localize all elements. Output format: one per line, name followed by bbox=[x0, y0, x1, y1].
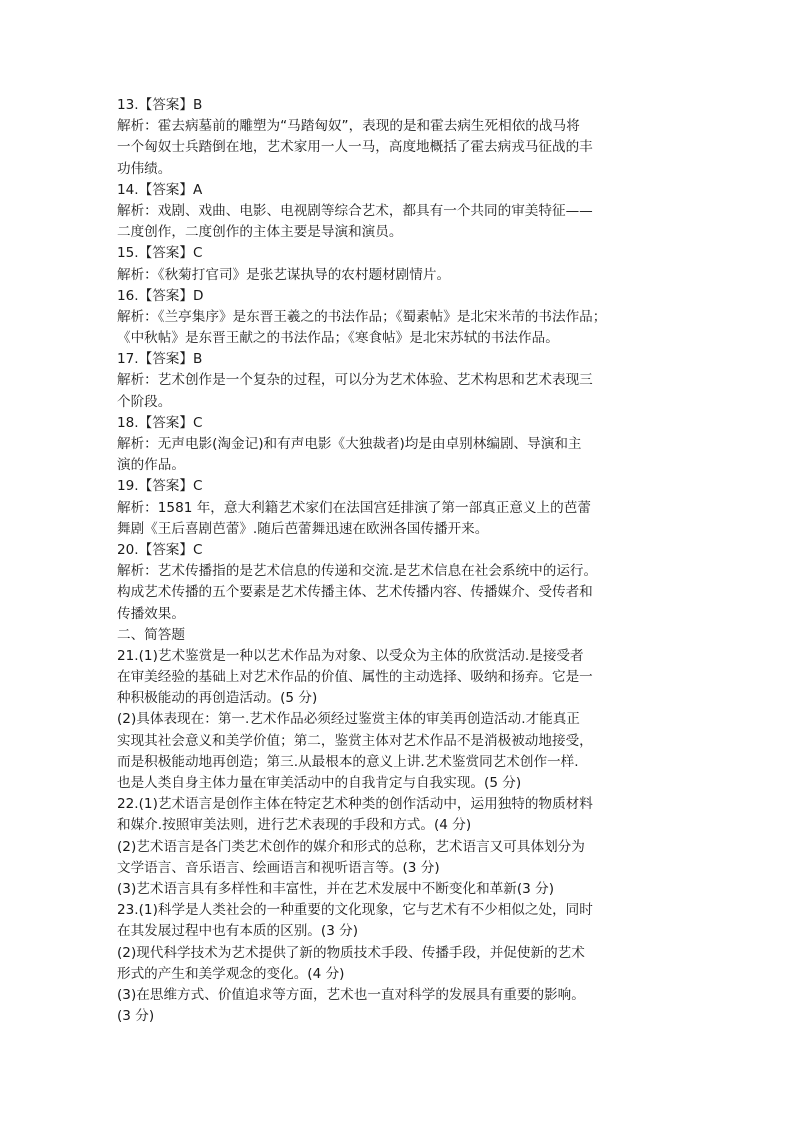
text-line: 解析：戏剧、戏曲、电影、电视剧等综合艺术，都具有一个共同的审美特征—— bbox=[117, 202, 593, 219]
text-line: 19.【答案】C bbox=[117, 478, 203, 495]
text-line: 传播效果。 bbox=[117, 605, 185, 622]
text-line: 解析：1581 年，意大利籍艺术家们在法国宫廷排演了第一部真正意义上的芭蕾 bbox=[117, 499, 591, 516]
text-line: 二、简答题 bbox=[117, 626, 185, 643]
text-line: 解析：艺术传播指的是艺术信息的传递和交流.是艺术信息在社会系统中的运行。 bbox=[117, 563, 598, 580]
text-line: 20.【答案】C bbox=[117, 541, 203, 558]
text-line: (3)艺术语言具有多样性和丰富性，并在艺术发展中不断变化和革新(3 分) bbox=[117, 880, 555, 897]
text-line: 17.【答案】B bbox=[117, 351, 203, 368]
text-line: 而是积极能动地再创造；第三.从最根本的意义上讲.艺术鉴赏同艺术创作一样. bbox=[117, 753, 579, 770]
text-line: 也是人类自身主体力量在审美活动中的自我肯定与自我实现。(5 分) bbox=[117, 775, 522, 791]
text-line: 18.【答案】C bbox=[117, 414, 203, 431]
text-line: 《中秋帖》是东晋王献之的书法作品；《寒食帖》是北宋苏轼的书法作品。 bbox=[117, 330, 559, 347]
text-line: 22.(1)艺术语言是创作主体在特定艺术种类的创作活动中，运用独特的物质材料 bbox=[117, 796, 593, 813]
text-line: 实现其社会意义和美学价值；第二，鉴赏主体对艺术作品不是消极被动地接受， bbox=[117, 732, 593, 749]
text-line: 15.【答案】C bbox=[117, 245, 203, 262]
text-line: 21.(1)艺术鉴赏是一种以艺术作品为对象、以受众为主体的欣赏活动.是接受者 bbox=[117, 647, 584, 664]
text-line: 和媒介.按照审美法则，进行艺术表现的手段和方式。(4 分) bbox=[117, 817, 472, 834]
answer-text-body bbox=[117, 95, 645, 1027]
text-line: 解析：《秋菊打官司》是张艺谋执导的农村题材剧情片。 bbox=[117, 266, 451, 283]
text-line: 二度创作，二度创作的主体主要是导演和演员。 bbox=[117, 224, 403, 241]
text-line: 解析：《兰亭集序》是东晋王羲之的书法作品；《蜀素帖》是北宋米芾的书法作品； bbox=[117, 308, 607, 325]
text-line: 解析：霍去病墓前的雕塑为“马踏匈奴”，表现的是和霍去病生死相依的战马将 bbox=[117, 118, 580, 135]
text-line: 舞剧《王后喜剧芭蕾》.随后芭蕾舞迅速在欧洲各国传播开来。 bbox=[117, 520, 489, 537]
text-line: 一个匈奴士兵踏倒在地，艺术家用一人一马，高度地概括了霍去病戎马征战的丰 bbox=[117, 139, 593, 156]
text-line: (3 分) bbox=[117, 1008, 155, 1025]
text-line: 种积极能动的再创造活动。(5 分) bbox=[117, 690, 318, 707]
text-line: 演的作品。 bbox=[117, 457, 185, 474]
text-line: 解析：艺术创作是一个复杂的过程，可以分为艺术体验、艺术构思和艺术表现三 bbox=[117, 372, 593, 389]
text-line: 功伟绩。 bbox=[117, 160, 172, 177]
text-line: 构成艺术传播的五个要素是艺术传播主体、艺术传播内容、传播媒介、受传者和 bbox=[117, 584, 593, 601]
text-line: (2)具体表现在：第一.艺术作品必须经过鉴赏主体的审美再创造活动.才能真正 bbox=[117, 711, 580, 728]
text-line: (2)现代科学技术为艺术提供了新的物质技术手段、传播手段，并促使新的艺术 bbox=[117, 944, 585, 961]
text-line: 13.【答案】B bbox=[117, 97, 203, 113]
text-line: 14.【答案】A bbox=[117, 181, 203, 198]
text-line: 形式的产生和美学观念的变化。(4 分) bbox=[117, 965, 345, 982]
text-line: 23.(1)科学是人类社会的一种重要的文化现象，它与艺术有不少相似之处，同时 bbox=[117, 902, 593, 919]
text-line: 解析：无声电影(淘金记)和有声电影《大独裁者)均是由卓别林编剧、导演和主 bbox=[117, 436, 582, 452]
text-line: 16.【答案】D bbox=[117, 287, 204, 304]
text-line: 在审美经验的基础上对艺术作品的价值、属性的主动选择、吸纳和扬弃。它是一 bbox=[117, 669, 593, 686]
text-line: (2)艺术语言是各门类艺术创作的媒介和形式的总称，艺术语言又可具体划分为 bbox=[117, 838, 585, 855]
text-line: (3)在思维方式、价值追求等方面，艺术也一直对科学的发展具有重要的影响。 bbox=[117, 986, 585, 1003]
text-line: 文学语言、音乐语言、绘画语言和视听语言等。(3 分) bbox=[117, 859, 440, 876]
text-line: 在其发展过程中也有本质的区别。(3 分) bbox=[117, 923, 359, 940]
text-line: 个阶段。 bbox=[117, 393, 172, 410]
